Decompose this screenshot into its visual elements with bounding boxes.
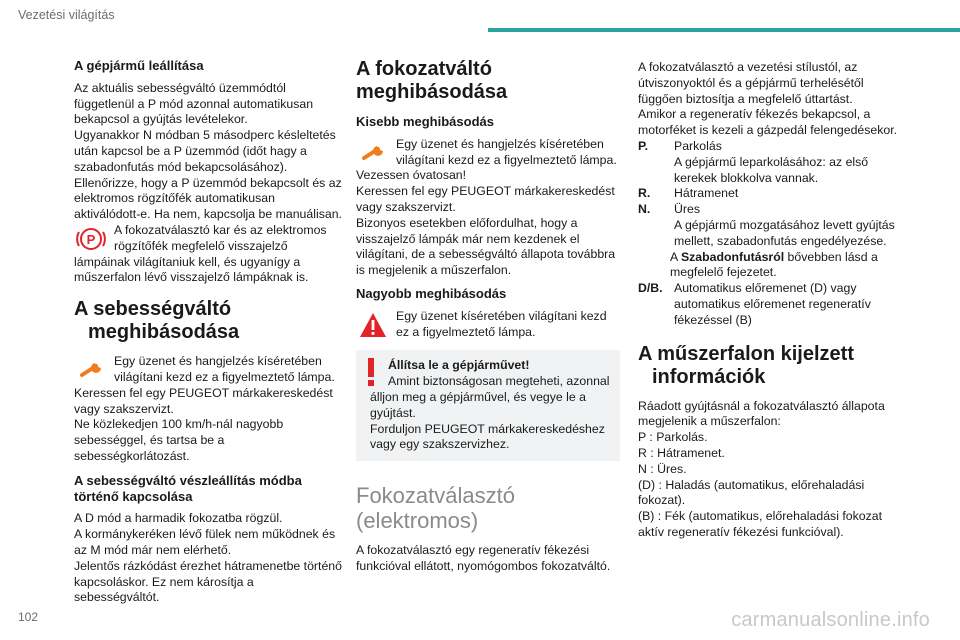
watermark: carmanualsonline.info — [731, 609, 930, 631]
column-2 — [356, 52, 620, 575]
page-number: 102 — [18, 610, 39, 624]
column-3 — [638, 52, 900, 541]
wrench-icon — [356, 138, 390, 168]
exclamation-icon — [368, 358, 374, 386]
mode-item: P. Parkolás — [638, 138, 722, 153]
paragraph: Egy üzenet és hangjelzés kíséretében világítani kezd ez a figyelmeztető lámpa. — [114, 354, 335, 384]
heading-vehicle-stop: A gépjármű leállítása — [74, 58, 204, 73]
column-1 — [74, 52, 342, 606]
warning-text: Amint biztonságosan megteheti, azonnal — [388, 374, 610, 389]
paragraph: Ne közlekedjen 100 km/h-nál nagyobb sebességgel, és tartsa be a sebességkorlátozást. — [74, 417, 284, 463]
paragraph: A fokozatválasztó kar és az elektromos rögzítőfék megfelelő visszajelző lámpáinak világítaniuk kell, és ugyanígy a műszerfalon lévő visszajelző lámpáknak is. — [74, 222, 327, 285]
heading-gearbox-fault: A sebességváltó meghibásodása — [74, 298, 240, 344]
paragraph: Az aktuális sebességváltó üzemmódtól függetlenül a P mód azonnal automatikusan bekapcsol a gyújtás levételekor. — [74, 80, 314, 127]
paragraph: A D mód a harmadik fokozatba rögzül. — [74, 511, 283, 526]
mode-item: A gépjármű leparkolásához: az első kerekek blokkolva vannak. — [674, 154, 869, 185]
section-header: Vezetési világítás — [18, 8, 115, 22]
heading-emergency-mode: A sebességváltó vészleállítás módba történő kapcsolása — [74, 472, 302, 504]
paragraph: Ráadott gyújtásnál a fokozatválasztó állapota megjelenik a műszerfalon: — [638, 398, 885, 429]
paragraph: Ugyanakkor N módban 5 másodperc késleltetés után kapcsol be a P üzemmód (időt hagy a szabadonfutás mód bekapcsolásához). — [74, 128, 336, 174]
list-item: (B) : Fék (automatikus, előrehaladási fokozat aktív regeneratív fékezési funkcióval). — [638, 509, 882, 539]
paragraph: Vezessen óvatosan! — [356, 168, 467, 183]
paragraph: Ellenőrizze, hogy a P üzemmód bekapcsolt és az elektromos rögzítőfék automatikusan aktiválódott-e. Ha nem, kapcsolja be manuálisan. — [74, 175, 342, 222]
paragraph: Keressen fel egy PEUGEOT márkakereskedést vagy szakszervizt. — [356, 184, 615, 214]
list-item: R : Hátramenet. — [638, 445, 725, 460]
warning-triangle-icon — [356, 310, 390, 340]
heading-minor-fault: Kisebb meghibásodás — [356, 114, 494, 129]
paragraph: Amikor a regeneratív fékezés bekapcsol, a motorféket is kezeli a gázpedál felengedésekor. — [638, 107, 898, 138]
mode-item: D/B. Automatikus előremenet (D) vagy automatikus előremenet regeneratív fékezéssel (B) — [638, 281, 871, 327]
mode-item: A gépjármű mozgatásához levett gyújtás mellett, szabadonfutás engedélyezése. — [674, 217, 895, 248]
paragraph: Keressen fel egy PEUGEOT márkakereskedést vagy szakszervizt. — [74, 385, 333, 416]
paragraph: A fokozatválasztó a vezetési stílustól, az útviszonyoktól és a gépjármű terhelésétől függően biztosítja a megfelelő úttartást. — [638, 60, 864, 106]
heading-electric-selector: Fokozatválasztó (elektromos) — [356, 483, 515, 534]
warning-title: Állítsa le a gépjárművet! — [388, 358, 530, 373]
warning-text: álljon meg a gépjárművel, és vegye le a gyújtást. — [370, 389, 587, 420]
list-item: (D) : Haladás (automatikus, előrehaladási fokozat). — [638, 477, 865, 508]
paragraph: Bizonyos esetekben előfordulhat, hogy a visszajelző lámpák már nem kezdenek el világítani, de a sebességváltó állapota továbbra is megjelenik a műszerfalon. — [356, 215, 616, 278]
list-item: N : Üres. — [638, 461, 687, 476]
paragraph: A fokozatválasztó egy regeneratív fékezési funkcióval ellátott, nyomógombos fokozatváltó. — [356, 543, 611, 573]
svg-text:P: P — [86, 231, 96, 247]
header-accent-bar — [488, 28, 960, 32]
mode-item: R. Hátramenet — [638, 186, 739, 201]
list-item: P : Parkolás. — [638, 430, 708, 445]
heading-selector-fault: A fokozatváltó meghibásodása — [356, 58, 508, 103]
warning-box — [356, 350, 620, 461]
parking-brake-warning-icon — [74, 224, 108, 254]
paragraph: A kormánykeréken lévő fülek nem működnek és az M mód már nem elérhető. — [74, 527, 336, 557]
paragraph: Egy üzenet és hangjelzés kíséretében világítani kezd ez a figyelmeztető lámpa. — [396, 136, 617, 167]
paragraph: Jelentős rázkódást érezhet hátramenetbe történő kapcsoláskor. Ez nem károsítja a sebességváltót. — [74, 558, 342, 605]
free-wheel-note: A Szabadonfutásról bővebben lásd a megfelelő fejezetet. — [670, 249, 878, 280]
warning-text: Forduljon PEUGEOT márkakereskedéshez vagy egy szakszervizhez. — [370, 421, 605, 452]
mode-list — [638, 139, 900, 250]
heading-dashboard-info: A műszerfalon kijelzett információk — [638, 342, 854, 388]
mode-item: N. Üres — [638, 202, 700, 217]
paragraph: Egy üzenet kíséretében világítani kezd ez a figyelmeztető lámpa. — [396, 308, 607, 339]
wrench-icon — [74, 355, 108, 385]
heading-major-fault: Nagyobb meghibásodás — [356, 285, 507, 301]
